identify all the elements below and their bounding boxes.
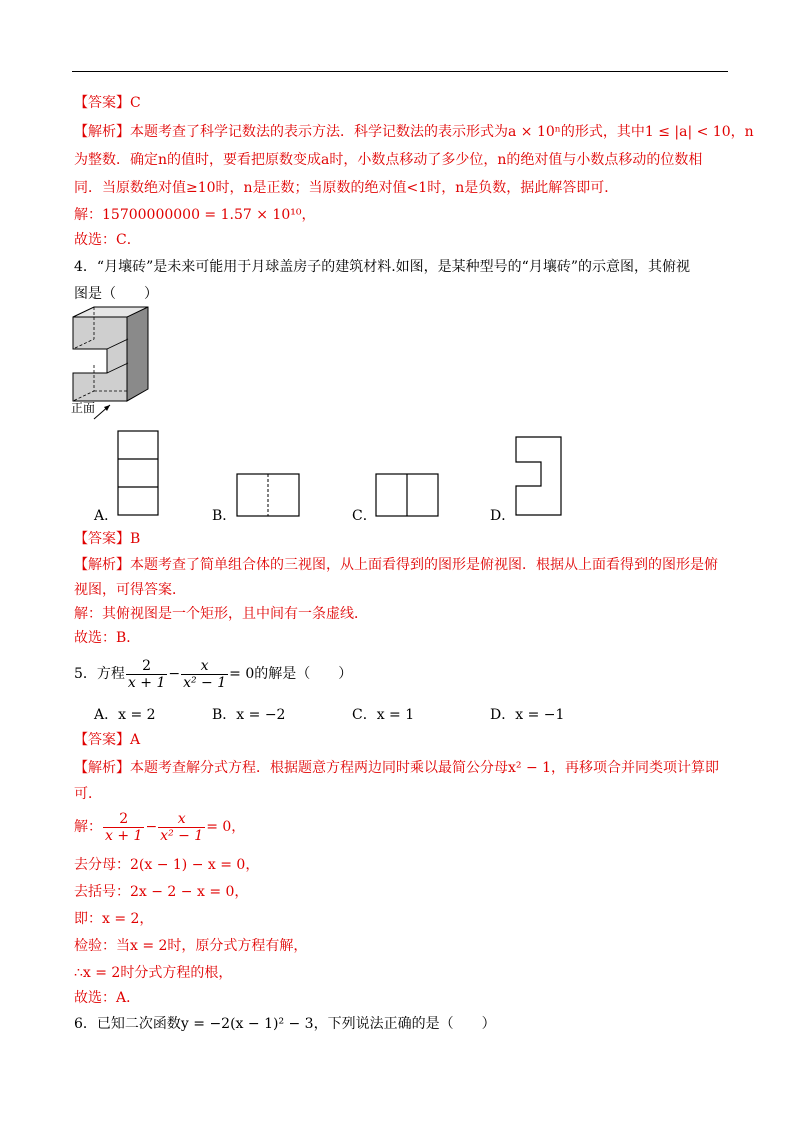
- q5-sol-minus: −: [145, 819, 158, 835]
- q5-stem-prefix: 5．方程: [74, 666, 125, 682]
- q5-sol-frac1-numerator: 2: [103, 811, 144, 828]
- q3-choice: 故选：C．: [74, 232, 141, 248]
- option-d-figure: [515, 436, 565, 518]
- q3-analysis-line3: 同．当原数绝对值≥10时，n是正数；当原数的绝对值<1时，n是负数，据此解答即可．: [74, 180, 619, 196]
- q4-stem-line1: 4．“月壤砖”是未来可能用于月球盖房子的建筑材料.如图，是某种型号的“月壤砖”的示意图，其俯视: [74, 259, 690, 275]
- q5-choice: 故选：A．: [74, 990, 141, 1006]
- q5-stem: [74, 657, 352, 691]
- q5-step-check: 检验：当x = 2时，原分式方程有解，: [74, 938, 308, 954]
- q4-option-b: B．: [212, 508, 237, 524]
- q5-solution-equation: [74, 808, 245, 846]
- q5-sol-frac2-denominator: x² − 1: [160, 827, 204, 844]
- q5-fraction-2: [181, 658, 228, 691]
- q5-frac1-denominator: x + 1: [127, 674, 166, 691]
- q5-sol-prefix: 解：: [74, 819, 102, 835]
- q5-option-a: A．x = 2: [94, 707, 156, 723]
- front-label: 正面: [71, 401, 96, 415]
- q3-solution: 解：15700000000 = 1.57 × 10¹⁰，: [74, 207, 316, 223]
- q5-step-conclusion: ∴x = 2时分式方程的根，: [74, 965, 233, 981]
- q4-analysis-line1: 【解析】本题考查了简单组合体的三视图，从上面看得到的图形是俯视图．根据从上面看得到的图形是俯: [74, 557, 718, 573]
- q6-stem: 6．已知二次函数y = −2(x − 1)² − 3，下列说法正确的是（ ）: [74, 1016, 496, 1032]
- q3-answer: 【答案】C: [74, 95, 141, 111]
- q5-frac2-denominator: x² − 1: [183, 674, 227, 691]
- q3-analysis-line2: 为整数．确定n的值时，要看把原数变成a时，小数点移动了多少位，n的绝对值与小数点移动的位数相: [74, 152, 703, 168]
- q5-stem-suffix: = 0的解是（ ）: [229, 666, 353, 682]
- q5-answer: 【答案】A: [74, 732, 141, 748]
- option-b-figure: [236, 473, 302, 519]
- q5-minus: −: [168, 666, 181, 682]
- q5-step-remove-denominator: 去分母：2(x − 1) − x = 0，: [74, 857, 260, 873]
- q5-step-result: 即：x = 2，: [74, 911, 154, 927]
- q5-option-c: C．x = 1: [352, 707, 415, 723]
- q5-sol-fraction-1: [103, 811, 144, 844]
- q5-fraction-1: [126, 658, 167, 691]
- q4-analysis-line2: 视图，可得答案．: [74, 582, 186, 598]
- q3-analysis-line1: 【解析】本题考查了科学记数法的表示方法．科学记数法的表示形式为a × 10ⁿ的形式，其中1 ≤ |a| < 10，n: [74, 124, 754, 140]
- q4-solution: 解：其俯视图是一个矩形，且中间有一条虚线．: [74, 606, 368, 622]
- q4-option-d: D．: [490, 508, 516, 524]
- q5-sol-suffix: = 0，: [206, 819, 246, 835]
- q5-sol-frac1-denominator: x + 1: [105, 827, 143, 844]
- q5-option-b: B．x = −2: [212, 707, 286, 723]
- option-a-figure: [117, 430, 161, 518]
- q5-analysis-line2: 可．: [74, 786, 102, 802]
- q4-option-a: A．: [94, 508, 119, 524]
- q4-stem-line2: 图是（ ）: [74, 286, 158, 302]
- q5-step-remove-brackets: 去括号：2x − 2 − x = 0，: [74, 884, 249, 900]
- q4-option-c: C．: [352, 508, 377, 524]
- q5-sol-fraction-2: [158, 811, 205, 844]
- q5-frac2-numerator: x: [181, 658, 228, 675]
- q5-option-d: D．x = −1: [490, 707, 565, 723]
- header-rule: [72, 71, 728, 72]
- q5-frac1-numerator: 2: [126, 658, 167, 675]
- q5-analysis-line1: 【解析】本题考查解分式方程．根据题意方程两边同时乘以最简公分母x² − 1，再移项合并同类项计算即: [74, 760, 720, 776]
- q4-choice: 故选：B．: [74, 630, 141, 646]
- q5-sol-frac2-numerator: x: [158, 811, 205, 828]
- option-c-figure: [375, 473, 441, 519]
- q4-answer: 【答案】B: [74, 531, 141, 547]
